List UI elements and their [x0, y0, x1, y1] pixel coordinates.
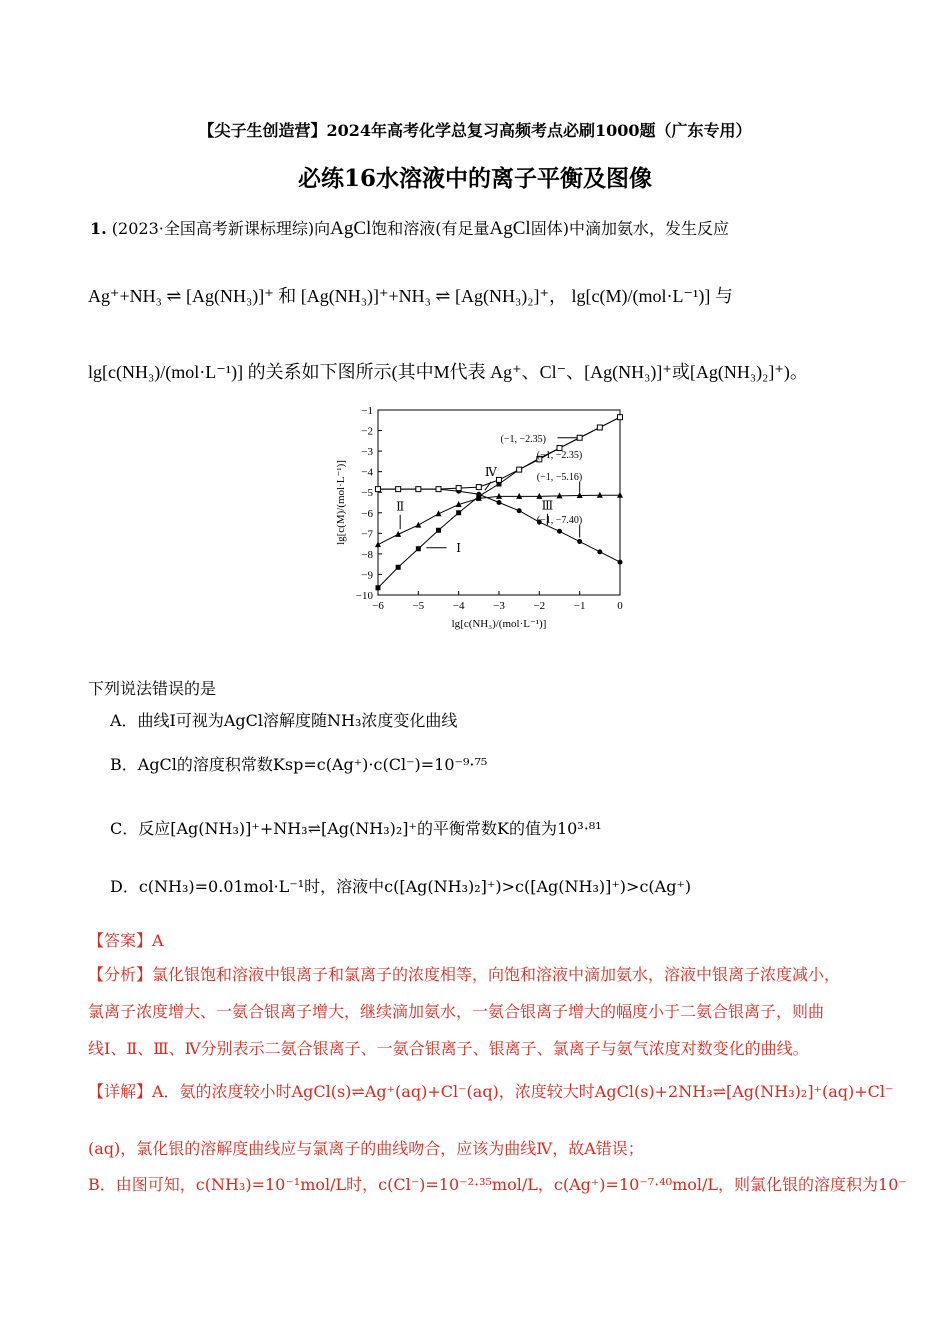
x-tick-label: −5 [412, 600, 425, 612]
analysis-line: 【分析】氯化银饱和溶液中银离子和氯离子的浓度相等，向饱和溶液中滴加氨水，溶液中银离子浓度减小， [88, 965, 841, 984]
detail-line: (aq)，氯化银的溶解度曲线应与氯离子的曲线吻合，应该为曲线Ⅳ，故A错误； [88, 1139, 644, 1158]
x-tick-label: −6 [372, 600, 384, 612]
series-label: Ⅰ [456, 540, 462, 555]
detail-line: 【详解】A．氨的浓度较小时AgCl(s)⇌Ag⁺(aq)+Cl⁻(aq)，浓度较大时AgCl(s)+2NH₃⇌[Ag(NH₃)₂]⁺(aq)+Cl⁻ [88, 1082, 894, 1101]
relation-description: lg[c(NH₃)/(mol·L⁻¹)] 的关系如下图所示(其中M代表 Ag⁺、Cl⁻、[Ag(NH₃)]⁺或[Ag(NH₃)₂]⁺)。 [88, 362, 808, 382]
annotation-label: (−1, −5.16) [536, 471, 583, 483]
x-tick-label: 0 [617, 600, 623, 612]
data-point [416, 487, 421, 492]
data-point [597, 492, 603, 498]
answer-label: 【答案】A [88, 931, 164, 950]
x-tick-label: −1 [573, 600, 586, 612]
annotation-label: (−1, −2.35) [500, 433, 546, 445]
data-point [415, 522, 421, 528]
data-point [497, 477, 502, 482]
formula-agcl: AgCl [330, 218, 372, 239]
concentration-chart [330, 398, 630, 643]
question-source: (2023·全国高考新课标理综)向 [111, 219, 331, 238]
formula-agcl: AgCl [489, 218, 531, 239]
question-prompt: 下列说法错误的是 [88, 679, 217, 698]
data-point [396, 565, 401, 570]
data-point [376, 487, 381, 492]
data-point [597, 425, 602, 430]
data-point [597, 549, 602, 554]
data-point [436, 528, 441, 533]
question-intro-mid: 饱和溶液(有足量 [371, 219, 490, 238]
data-point [456, 486, 461, 491]
data-point [577, 435, 582, 440]
data-point [416, 546, 421, 551]
page-header: 【尖子生创造营】2024年高考化学总复习高频考点必刷1000题（广东专用） [198, 121, 752, 140]
data-point [376, 585, 381, 590]
y-tick-label: −7 [361, 528, 373, 541]
x-tick-label: −4 [452, 600, 465, 612]
data-point [375, 541, 381, 547]
data-point [517, 508, 522, 513]
x-axis-label: lg[c(NH₃)/(mol·L⁻¹)] [451, 618, 547, 630]
data-point [618, 560, 623, 565]
y-tick-label: −5 [361, 487, 373, 500]
y-tick-label: −3 [361, 446, 373, 459]
data-point [618, 415, 623, 420]
option-b[interactable]: B．AgCl的溶度积常数Ksp=c(Ag⁺)·c(Cl⁻)=10⁻⁹·⁷⁵ [110, 755, 488, 774]
series-label: Ⅲ [541, 498, 554, 513]
y-tick-label: −2 [361, 425, 373, 438]
data-point [577, 539, 582, 544]
y-tick-label: −1 [361, 405, 373, 417]
option-d[interactable]: D．c(NH₃)=0.01mol·L⁻¹时，溶液中c([Ag(NH₃)₂]⁺)>c([Ag(NH₃)]⁺)>c(Ag⁺) [110, 877, 692, 896]
data-point [617, 492, 623, 498]
data-point [396, 487, 401, 492]
data-point [557, 529, 562, 534]
option-a[interactable]: A．曲线Ⅰ可视为AgCl溶解度随NH₃浓度变化曲线 [110, 711, 458, 730]
annotation-label: (−1, −2.35) [536, 450, 583, 462]
y-axis-label: lg[c(M)/(mol·L⁻¹)] [335, 460, 347, 545]
y-tick-label: −8 [361, 548, 373, 561]
data-point [436, 487, 441, 492]
y-tick-label: −10 [355, 590, 373, 602]
y-tick-label: −4 [361, 466, 373, 479]
data-point [476, 492, 481, 497]
question-intro [90, 216, 729, 240]
series-label: Ⅳ [484, 464, 497, 479]
y-tick-label: −9 [361, 569, 373, 582]
question-intro-end: 固体)中滴加氨水，发生反应 [530, 219, 729, 238]
analysis-line: 氯离子浓度增大、一氨合银离子增大，继续滴加氨水，一氨合银离子增大的幅度小于二氨合银离子，则曲 [88, 1002, 825, 1021]
data-point [456, 510, 461, 515]
analysis-line: 线Ⅰ、Ⅱ、Ⅲ、Ⅳ分别表示二氨合银离子、一氨合银离子、银离子、氯离子与氨气浓度对数变化的曲线。 [88, 1039, 809, 1058]
page-title: 必练16水溶液中的离子平衡及图像 [297, 165, 652, 192]
annotation-label: (−1, −7.40) [536, 514, 583, 526]
plot-area [335, 405, 623, 630]
x-tick-label: −2 [533, 600, 546, 612]
y-tick-label: −6 [361, 507, 373, 520]
x-tick-label: −3 [493, 600, 505, 612]
question-number: 1. [90, 219, 107, 238]
data-point [497, 500, 502, 505]
series-label: Ⅱ [396, 499, 405, 514]
option-c[interactable]: C．反应[Ag(NH₃)]⁺+NH₃⇌[Ag(NH₃)₂]⁺的平衡常数K的值为10³·⁸¹ [110, 819, 602, 838]
detail-line: B．由图可知，c(NH₃)=10⁻¹mol/L时，c(Cl⁻)=10⁻²·³⁵mol/L，c(Ag⁺)=10⁻⁷·⁴⁰mol/L，则氯化银的溶度积为10⁻ [88, 1175, 907, 1194]
data-point [517, 467, 522, 472]
reaction-equations: Ag⁺+NH₃ ⇌ [Ag(NH₃)]⁺ 和 [Ag(NH₃)]⁺+NH₃ ⇌ [Ag(NH₃)₂]⁺， lg[c(M)/(mol·L⁻¹)] 与 [88, 286, 733, 306]
data-point [476, 485, 481, 490]
